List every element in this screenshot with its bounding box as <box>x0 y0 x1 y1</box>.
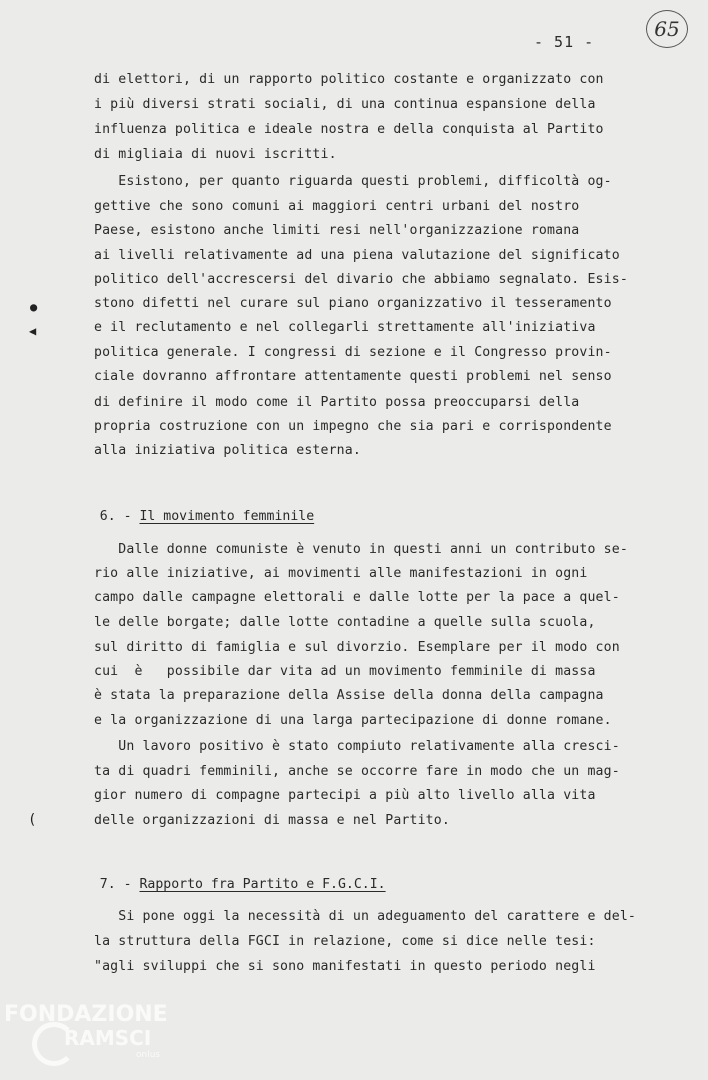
paragraph4-line: Un lavoro positivo è stato compiuto relativamente alla cresci- <box>94 739 620 754</box>
paragraph3-line: rio alle iniziative, ai movimenti alle manifestazioni in ogni <box>94 566 588 581</box>
paragraph3-line: campo dalle campagne elettorali e dalle lotte per la pace a quel- <box>94 590 620 605</box>
paragraph3-line: cui è possibile dar vita ad un movimento femminile di massa <box>94 664 596 679</box>
paragraph3-line: Dalle donne comuniste è venuto in questi anni un contributo se- <box>94 542 628 557</box>
paragraph2-line: ciale dovranno affrontare attentamente questi problemi nel senso <box>94 369 612 384</box>
section-6-heading <box>68 494 314 539</box>
paragraph2-line: Esistono, per quanto riguarda questi problemi, difficoltà og- <box>94 174 612 189</box>
paragraph2-line: stono difetti nel curare sul piano organizzativo il tesseramento <box>94 296 612 311</box>
paragraph1-line: di elettori, di un rapporto politico costante e organizzato con <box>94 72 604 87</box>
paragraph2-line: propria costruzione con un impegno che sia pari e corrispondente <box>94 419 612 434</box>
section-7-heading <box>68 862 386 907</box>
page-number: - 51 - <box>534 33 595 51</box>
paragraph2-line: di definire il modo come il Partito possa preoccuparsi della <box>94 395 580 410</box>
paragraph3-line: è stata la preparazione della Assise della donna della campagna <box>94 688 604 703</box>
margin-bracket-mark: ( <box>28 812 37 828</box>
section-6-number: 6. - <box>99 509 140 524</box>
paragraph2-line: politica generale. I congressi di sezione e il Congresso provin- <box>94 345 612 360</box>
paragraph4-line: delle organizzazioni di massa e nel Partito. <box>94 813 450 828</box>
paragraph2-line: gettive che sono comuni ai maggiori centri urbani del nostro <box>94 199 580 214</box>
paragraph3-line: e la organizzazione di una larga partecipazione di donne romane. <box>94 713 612 728</box>
paragraph5-line: la struttura della FGCI in relazione, come si dice nelle tesi: <box>94 934 596 949</box>
paragraph3-line: sul diritto di famiglia e sul divorzio. Esemplare per il modo con <box>94 640 620 655</box>
paragraph1-line: di migliaia di nuovi iscritti. <box>94 147 337 162</box>
paragraph2-line: politico dell'accrescersi del divario che abbiamo segnalato. Esis- <box>94 272 628 287</box>
paragraph5-line: Si pone oggi la necessità di un adeguamento del carattere e del- <box>94 909 636 924</box>
section-7-title: Rapporto fra Partito e F.G.C.I. <box>139 877 386 892</box>
paragraph2-line: alla iniziativa politica esterna. <box>94 443 361 458</box>
paragraph4-line: gior numero di compagne partecipi a più alto livello alla vita <box>94 788 596 803</box>
margin-dot-mark: ● <box>30 300 38 314</box>
paragraph2-line: e il reclutamento e nel collegarli strettamente all'iniziativa <box>94 320 596 335</box>
margin-arrow-mark: ◀ <box>29 324 37 338</box>
section-6-title: Il movimento femminile <box>139 509 315 524</box>
paragraph4-line: ta di quadri femminili, anche se occorre fare in modo che un mag- <box>94 764 620 779</box>
archive-number-stamp: 65 <box>646 10 688 48</box>
paragraph1-line: i più diversi strati sociali, di una continua espansione della <box>94 97 596 112</box>
paragraph2-line: ai livelli relativamente ad una piena valutazione del significato <box>94 248 620 263</box>
paragraph3-line: le delle borgate; dalle lotte contadine a quelle sulla scuola, <box>94 615 596 630</box>
paragraph5-line: "agli sviluppi che si sono manifestati in questo periodo negli <box>94 959 596 974</box>
fondazione-gramsci-watermark: FONDAZIONE RAMSCI onlus <box>4 1000 184 1080</box>
section-7-number: 7. - <box>99 877 140 892</box>
paragraph1-line: influenza politica e ideale nostra e della conquista al Partito <box>94 122 604 137</box>
paragraph2-line: Paese, esistono anche limiti resi nell'organizzazione romana <box>94 223 580 238</box>
